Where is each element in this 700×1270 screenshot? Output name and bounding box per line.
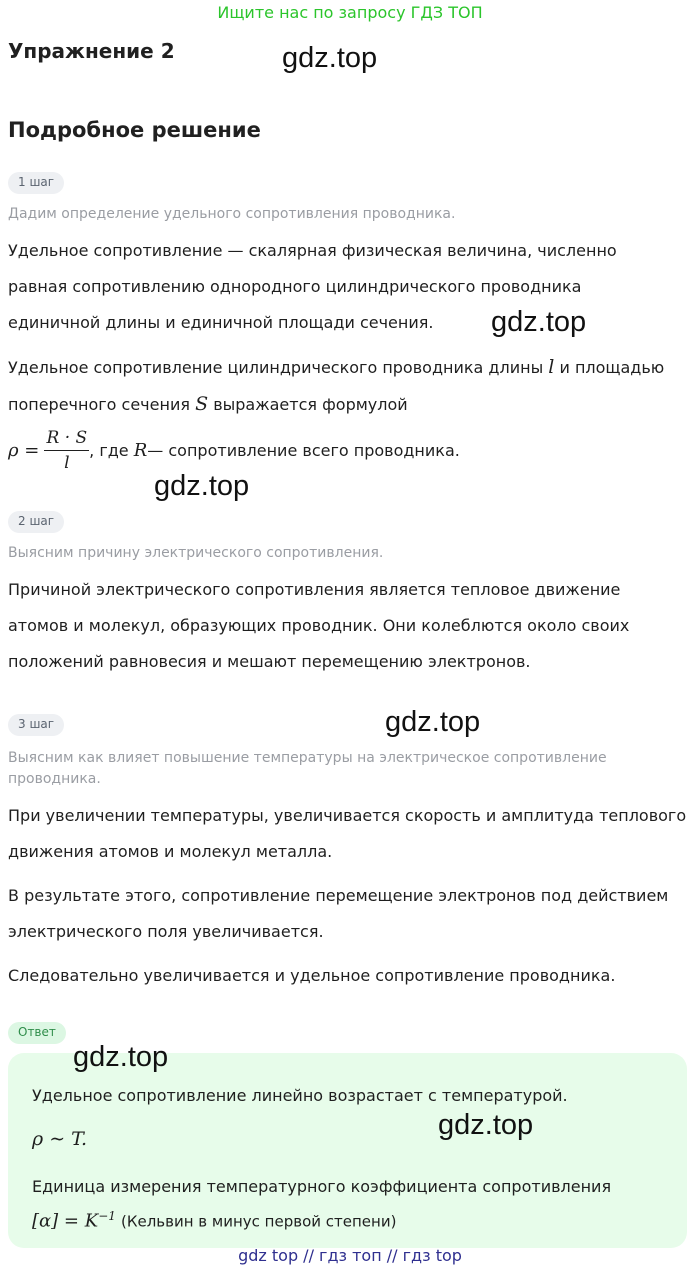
step-3-text-line-3: В результате этого, сопротивление перемещение электронов под действием (8, 886, 669, 905)
step-2-text-line-2: атомов и молекул, образующих проводник. Они колеблются около своих (8, 616, 630, 635)
formula-var: R (133, 440, 148, 461)
answer-formula-2-exp: −1 (98, 1209, 116, 1223)
answer-formula-2-tail: (Кельвин в минус первой степени) (120, 1212, 397, 1231)
step-3-text-line-5: Следовательно увеличивается и удельное сопротивление проводника. (8, 966, 616, 985)
resistivity-formula (8, 428, 460, 473)
formula-numerator: R · S (44, 428, 89, 451)
watermark: gdz.top (282, 42, 378, 74)
step-1-text-line-4b: и площадью (559, 358, 665, 377)
watermark: gdz.top (438, 1109, 534, 1141)
footer-links: gdz top // гдз топ // гдз top (238, 1246, 462, 1265)
section-title: Подробное решение (8, 118, 261, 142)
watermark: gdz.top (154, 470, 250, 502)
step-1-text-line-5 (8, 393, 408, 415)
answer-badge: Ответ (8, 1022, 66, 1044)
formula-lhs: ρ = (8, 440, 40, 461)
step-3-text-line-4: электрического поля увеличивается. (8, 922, 324, 941)
answer-formula-1: ρ ∼ T. (32, 1128, 88, 1150)
step-1-text-line-2: равная сопротивлению однородного цилиндрического проводника (8, 277, 582, 296)
answer-formula-2-lhs: [α] = K (32, 1210, 99, 1232)
step-1-text-line-5b: выражается формулой (213, 395, 408, 414)
formula-tail2: — сопротивление всего проводника. (147, 441, 460, 460)
answer-formula-2 (32, 1209, 396, 1231)
step-3-text-line-1: При увеличении температуры, увеличивается скорость и амплитуда теплового (8, 806, 687, 825)
step-2-text-line-3: положений равновесия и мешают перемещению электронов. (8, 652, 531, 671)
step-2-hint: Выясним причину электрического сопротивления. (8, 545, 384, 561)
step-1-text-line-4a: Удельное сопротивление цилиндрического проводника длины (8, 358, 544, 377)
formula-denominator: l (64, 453, 70, 473)
step-1-text-line-3: единичной длины и единичной площади сечения. (8, 313, 434, 332)
answer-line-2: Единица измерения температурного коэффициента сопротивления (32, 1177, 612, 1196)
step-2-text-line-1: Причиной электрического сопротивления является тепловое движение (8, 580, 621, 599)
step-2-badge: 2 шаг (8, 511, 64, 533)
formula-tail: , где (89, 441, 129, 460)
top-banner: Ищите нас по запросу ГДЗ ТОП (217, 3, 483, 22)
step-1-hint: Дадим определение удельного сопротивления проводника. (8, 206, 456, 222)
step-1-badge: 1 шаг (8, 172, 64, 194)
step-1-text-line-1: Удельное сопротивление — скалярная физическая величина, численно (8, 241, 617, 260)
area-variable: S (195, 393, 209, 415)
exercise-title: Упражнение 2 (8, 39, 175, 63)
answer-line-1: Удельное сопротивление линейно возрастает с температурой. (32, 1086, 568, 1105)
step-3-text-line-2: движения атомов и молекул металла. (8, 842, 333, 861)
watermark: gdz.top (73, 1041, 169, 1073)
watermark: gdz.top (385, 706, 481, 738)
length-variable: l (548, 356, 555, 378)
watermark: gdz.top (491, 306, 587, 338)
step-3-badge: 3 шаг (8, 714, 64, 736)
step-1-text-line-5a: поперечного сечения (8, 395, 190, 414)
step-1-text-line-4 (8, 356, 664, 378)
formula-fraction (44, 428, 89, 473)
step-3-hint: Выясним как влияет повышение температуры на электрическое сопротивление проводника. (8, 750, 607, 787)
